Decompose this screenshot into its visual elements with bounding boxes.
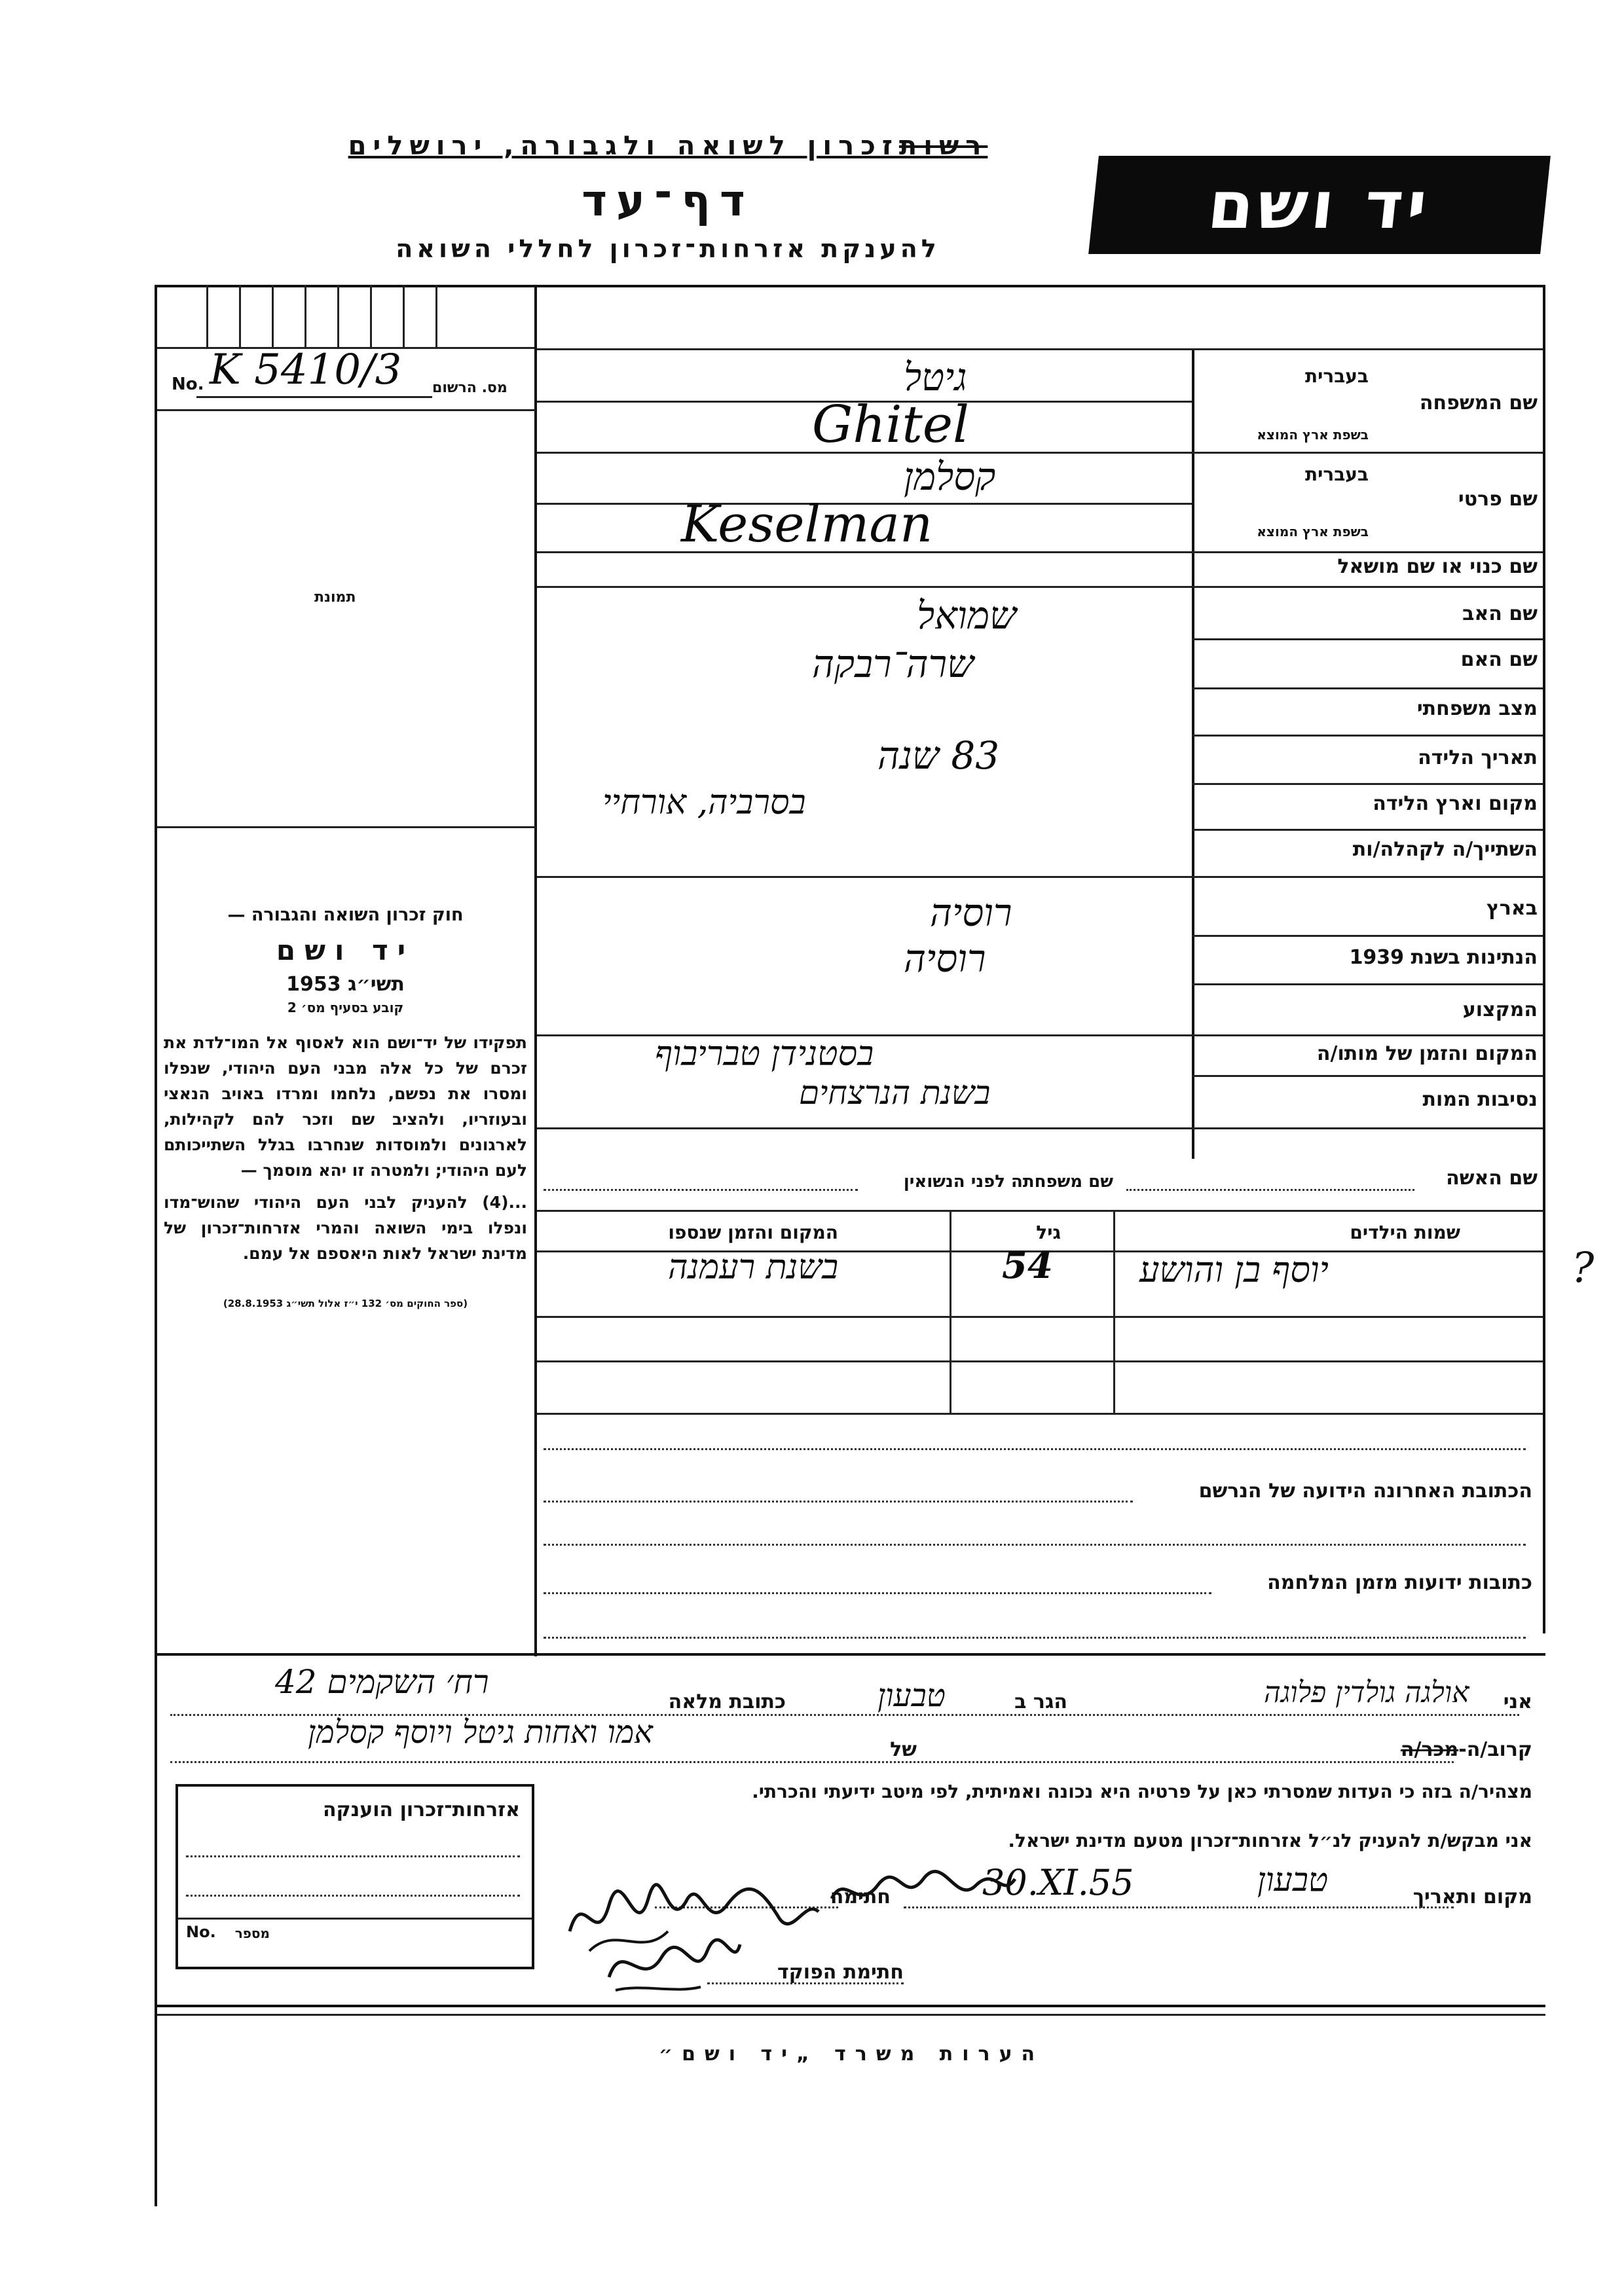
mother-bottom: [1192, 687, 1543, 689]
box-div-1: [206, 285, 208, 347]
authority-line: [301, 131, 1035, 161]
registration-label: מס. הרשום: [432, 380, 507, 396]
children-col-div-1: [950, 1210, 951, 1413]
birth-date-label: תאריך הלידה: [1418, 746, 1538, 769]
registration-number: K 5410/3: [210, 346, 402, 394]
death-place-value: בסטנידן טבריבוף: [655, 1034, 874, 1074]
office-notes-label: הערות משרד „יד ושם״: [658, 2043, 1044, 2066]
children-place-header: המקום והזמן שנספו: [668, 1222, 838, 1243]
frame-left: [155, 285, 157, 2206]
first-name-label: שם פרטי: [1458, 488, 1538, 511]
law-text-1: תפקידו של יד־ושם הוא לאסוף אל המו־לדת את זכרם של כל אלה מבני העם היהודי, שנפלו ומסרו את נפשם, נלחמו ומרדו באויב הנאצי ובעוזריו, ולהציב שם וזכר להם לקהילות, לארגונים ולמוסדות שנחרבו בגלל השתייכותם לעם היהודי; ולמטרה זו יהא מוסמך —: [164, 1033, 527, 1180]
family-name-bottom: [537, 452, 1543, 454]
declarant-resident-label: הגר ב: [1014, 1690, 1067, 1713]
child-1-name: יוסף בן והושע: [1139, 1249, 1329, 1290]
request-text: אני מבקש/ת להעניק לנ״ל אזרחות־זכרון מטעם מדינת ישראל.: [1008, 1830, 1532, 1851]
citizenship-dots-2: [186, 1895, 520, 1897]
mother-value: שרה־רבקה: [812, 642, 974, 686]
death-cause-bottom: [537, 1127, 1543, 1129]
relative-of-label: של: [890, 1738, 917, 1761]
last-address-dots-top: [544, 1448, 1526, 1450]
box-div-6: [370, 285, 372, 347]
birth-date-bottom: [1192, 783, 1543, 785]
place-value: טבעון: [1257, 1861, 1329, 1899]
box-div-8: [435, 285, 437, 347]
relative-label: קרוב/ה-מכר/ה: [1400, 1738, 1532, 1761]
law-section: [164, 905, 527, 1309]
children-row-line-2: [537, 1360, 1543, 1362]
wartime-address-dots: [544, 1592, 1211, 1594]
footer-second-line: [157, 2014, 1545, 2016]
wartime-address-dots-bottom: [544, 1637, 1526, 1639]
nationality-label: הנתינות בשנת 1939: [1349, 946, 1538, 969]
form-title: דף־עד: [581, 175, 754, 226]
children-col-div-2: [1113, 1210, 1115, 1413]
label-column-divider: [1192, 350, 1194, 1159]
nationality-value: רוסיה: [904, 936, 986, 981]
first-name-origin-sub: בשפת ארץ המוצא: [1257, 524, 1369, 539]
death-cause-label: נסיבות המות: [1422, 1088, 1538, 1111]
wife-maiden-label: שם משפחתה לפני הנשואין: [903, 1172, 1113, 1192]
law-year: תשי״ג 1953: [286, 973, 405, 996]
registration-underline: [196, 396, 432, 398]
father-bottom: [1192, 638, 1543, 640]
wife-bottom: [537, 1210, 1543, 1212]
declarant-address-value: רח׳ השקמים 42: [275, 1663, 489, 1701]
declarant-resident-value: טבעון: [877, 1677, 946, 1714]
place-date-label: מקום ותאריך: [1412, 1886, 1532, 1908]
wartime-address-label: כתובות ידועות מזמן המלחמה: [1267, 1571, 1532, 1594]
community-bottom: [537, 876, 1543, 878]
authority-rest: זכרון לשואה ולגבורה, ירושלים: [348, 131, 899, 161]
registration-box-bottom: [157, 409, 536, 411]
declarant-i-label: אני: [1503, 1690, 1532, 1713]
country-bottom: [1192, 935, 1543, 937]
declare-text: מצהיר/ה בזה כי העדות שמסרתי כאן על פרטיה היא נכונה ואמיתית, לפי מיטב ידיעתי והכרתי.: [752, 1781, 1532, 1802]
photo-label: תמונת: [314, 589, 356, 606]
citizenship-dots-1: [186, 1855, 520, 1857]
photo-box-bottom: [157, 826, 536, 828]
box-div-5: [337, 285, 339, 347]
citizenship-box: [175, 1784, 534, 1969]
yad-vashem-logo: יד ושם: [1088, 156, 1551, 254]
death-place-bottom: [1192, 1075, 1543, 1077]
law-text-2: ...(4) להעניק לבני העם היהודי שהוש־מדו ונפלו בימי השואה והמרי אזרחות־זכרון של מדינת ישראל לאות היאספם אל עמם.: [164, 1193, 527, 1263]
box-div-2: [239, 285, 241, 347]
main-top-line: [537, 348, 1543, 350]
family-name-hebrew-value: גיטל: [904, 355, 967, 399]
citizenship-number-label: מספר: [234, 1925, 270, 1941]
children-names-header: שמות הילדים: [1350, 1222, 1460, 1243]
last-address-dots: [544, 1501, 1133, 1503]
law-clause: קובע בסעיף מס׳ 2: [287, 1000, 404, 1015]
officer-label: חתימת הפוקד: [777, 1961, 904, 1984]
declarant-address-label: כתובת מלאה: [668, 1690, 786, 1713]
officer-signature: [602, 1925, 747, 1997]
birth-place-label: מקום וארץ הלידה: [1373, 792, 1538, 815]
date-value: 30.XI.55: [982, 1862, 1134, 1903]
box-div-4: [304, 285, 306, 347]
law-org: יד ושם: [276, 934, 415, 966]
family-name-label: שם המשפחה: [1419, 392, 1538, 414]
wife-dots-right: [1126, 1189, 1414, 1191]
family-name-hebrew-sub: בעברית: [1304, 365, 1369, 387]
first-name-origin-value: Keselman: [681, 495, 933, 554]
box-div-3: [272, 285, 274, 347]
father-label: שם האב: [1462, 602, 1538, 625]
marital-label: מצב משפחתי: [1416, 697, 1538, 720]
frame-right: [1543, 285, 1545, 1633]
relative-strike-text: מכר/ה: [1400, 1738, 1459, 1761]
authority-strike: רשות: [898, 131, 988, 161]
birth-date-value: 83 שנה: [877, 733, 1000, 778]
country-value: רוסיה: [930, 890, 1012, 935]
signature-label: חתימה: [830, 1886, 891, 1908]
declarant-signature-2: [825, 1859, 1022, 1918]
relative-of-value: אמו ואחות גיטל ויוסף קסלמן: [308, 1714, 653, 1751]
marital-bottom: [1192, 735, 1543, 737]
birth-place-value: בסרביה, אורחיי: [602, 783, 806, 822]
country-label: בארץ: [1486, 897, 1538, 920]
registration-no-label: No.: [172, 374, 204, 394]
frame-top: [157, 285, 1545, 287]
law-source: (ספר החוקים מס׳ 132 י״ז אלול תשי״ג 28.8.1953): [223, 1298, 468, 1309]
wife-label: שם האשה: [1446, 1167, 1538, 1190]
child-1-place: בשנת רעמנה: [668, 1248, 839, 1287]
citizenship-no-label: No.: [186, 1923, 216, 1941]
birth-place-bottom: [1192, 829, 1543, 831]
children-table-bottom: [537, 1413, 1543, 1415]
relative-label-text: קרוב/ה: [1466, 1738, 1532, 1761]
first-name-hebrew-value: קסלמן: [904, 454, 996, 499]
family-name-origin-value: Ghitel: [812, 395, 969, 454]
profession-label: המקצוע: [1462, 998, 1538, 1021]
wife-dots-left: [544, 1189, 858, 1191]
child-1-age: 54: [1002, 1244, 1053, 1287]
box-div-7: [403, 285, 405, 347]
declarant-top-line: [157, 1653, 1545, 1656]
last-address-label: הכתובת האחרונה הידועה של הנרשם: [1198, 1480, 1532, 1503]
relative-dots: [170, 1761, 1454, 1763]
law-title: חוק זכרון השואה והגבורה —: [227, 905, 464, 925]
nickname-label: שם כנוי או שם מושאל: [1337, 555, 1538, 578]
death-place-label: המקום והזמן של מותו/ה: [1316, 1042, 1538, 1065]
question-mark: ?: [1572, 1244, 1595, 1292]
wartime-address-dots-top: [544, 1544, 1526, 1546]
family-name-origin-sub: בשפת ארץ המוצא: [1257, 427, 1369, 443]
community-label: השתייך/ה לקהלה/ות: [1352, 838, 1538, 861]
children-age-header: גיל: [1036, 1222, 1061, 1243]
nationality-bottom: [1192, 983, 1543, 985]
nickname-bottom: [537, 586, 1543, 588]
first-name-hebrew-sub: בעברית: [1304, 464, 1369, 485]
citizenship-no-line: [178, 1918, 532, 1920]
declarant-i-value: אולגה גולדין פלוגה: [1264, 1676, 1469, 1709]
footer-top-line: [157, 2005, 1545, 2007]
father-value: שמואל: [917, 593, 1017, 638]
form-subtitle: להענקת אזרחות־זכרון לחללי השואה: [396, 234, 940, 263]
mother-label: שם האם: [1460, 648, 1538, 671]
left-column-divider: [534, 285, 537, 1656]
citizenship-title: אזרחות־זכרון הוענקה: [322, 1798, 520, 1821]
children-row-line-1: [537, 1316, 1543, 1318]
death-cause-value: בשנת הנרצחים: [799, 1074, 991, 1112]
